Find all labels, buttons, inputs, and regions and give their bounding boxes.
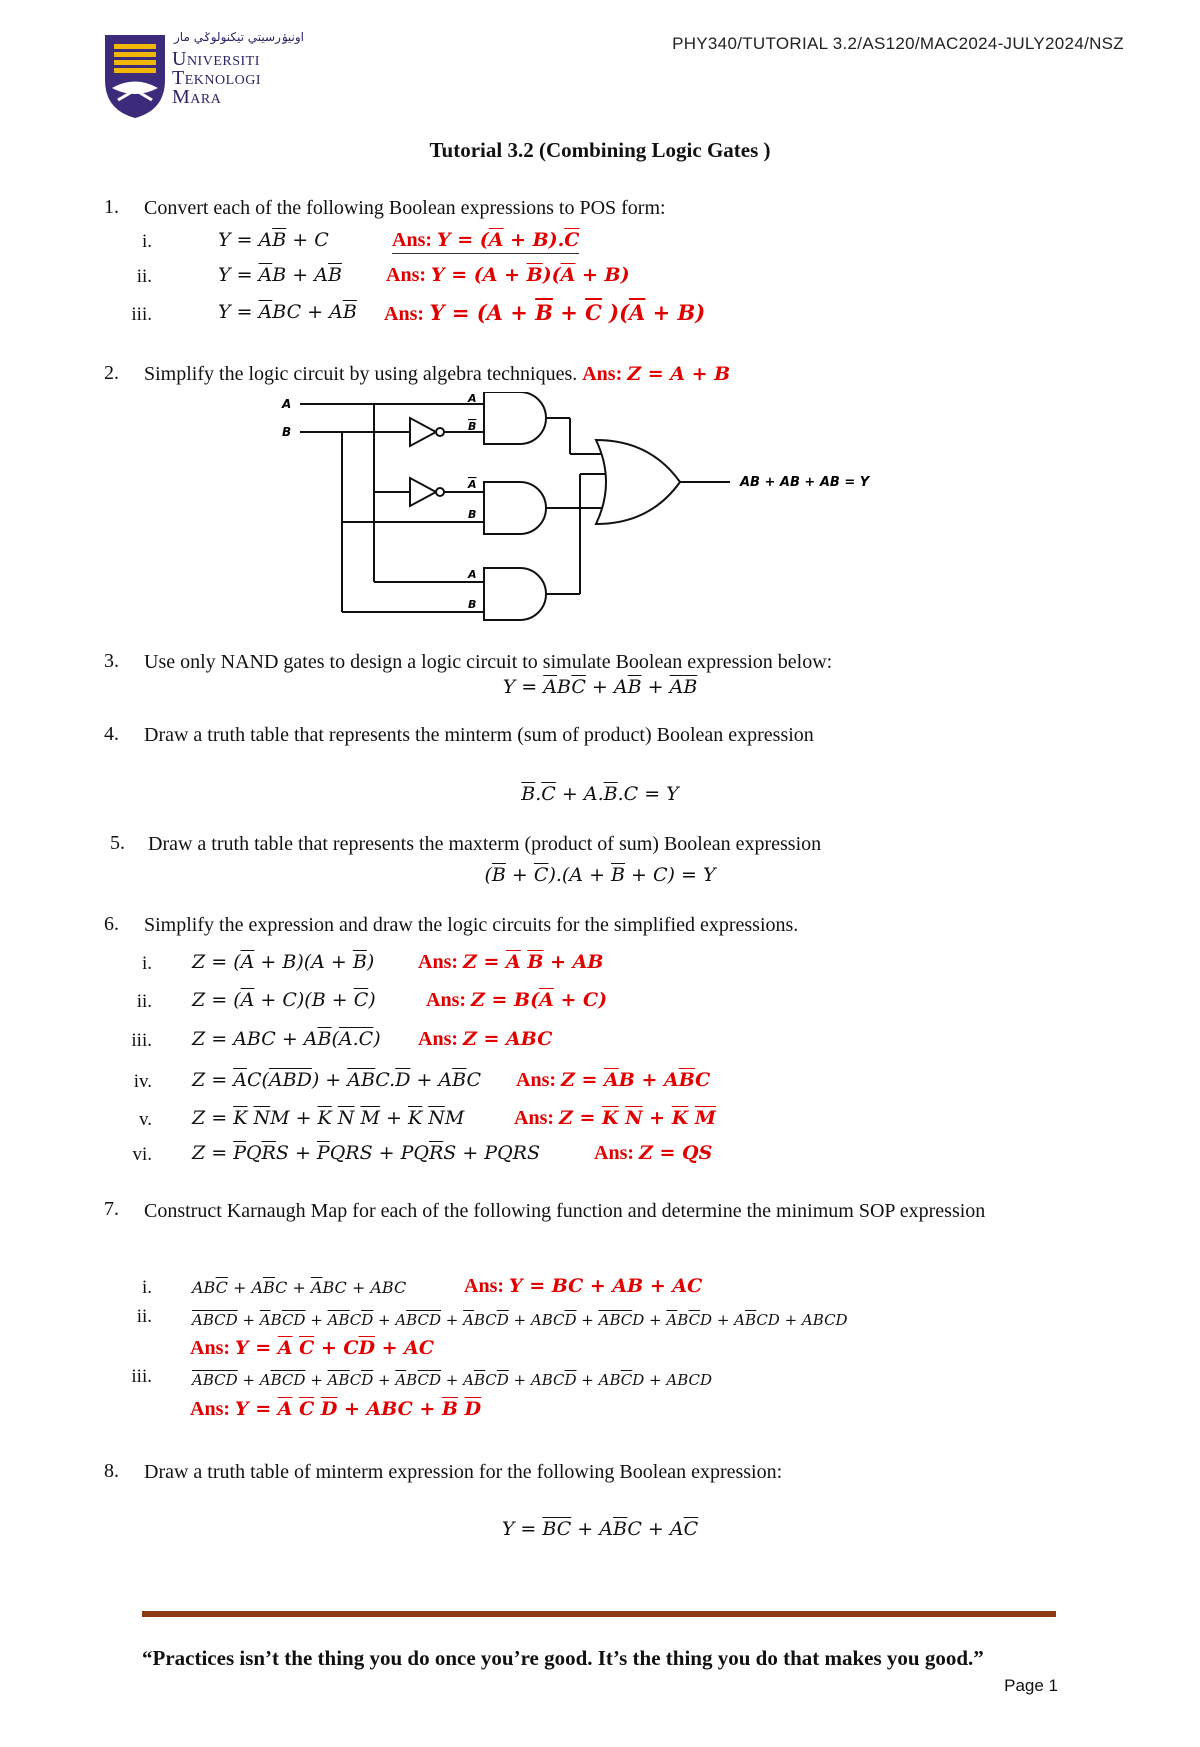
q7-i-answer: Ans: Y = BC + AB + AC — [464, 1275, 703, 1297]
gate2-label-a: A — [468, 478, 477, 491]
circuit-output-label: AB + AB + AB = Y — [740, 475, 870, 490]
q6-ii-answer: Ans: $Z = B(\overline{A} + C)$ — [426, 989, 608, 1011]
gate2-label-b: B — [468, 508, 477, 521]
q7-iii-label: iii. — [131, 1366, 152, 1387]
page-number: Page 1 — [1004, 1676, 1058, 1695]
footer-quote: “Practices isn’t the thing you do once you’re good. It’s the thing you do that makes you good.” — [142, 1646, 984, 1670]
logo-line-2: Teknologi — [172, 67, 262, 89]
q7-iii-answer: Ans: $Y = \overline{A}$ $\overline{C}$ $\overline{D}$ + ABC + $\overline{B}$ $\overline{D}$ — [190, 1398, 482, 1420]
ans-label: Ans: — [418, 951, 459, 973]
q7-ii-expression: $\overline{A}\overline{B}\overline{C}\overline{D} + \overline{A}B\overline{C}\overline{D} + \overline{A}\overline{B}C\overline{D} + A\overline{B}\overline{C}\overline{D} + \overline{A}BC\overline{D} + ABC\overline{D} + \overline{A}\overline{B}\overline{C}D + \overline{A}B\overline{C}D + A\overline{B}CD$ + ABCD — [192, 1311, 848, 1329]
footer-divider — [142, 1611, 1056, 1617]
page-title: Tutorial 3.2 (Combining Logic Gates ) — [429, 138, 771, 162]
q7-iii-expression: $\overline{A}\overline{B}\overline{C}\overline{D} + A\overline{B}\overline{C}\overline{D} + \overline{A}\overline{B}C\overline{D} + \overline{A}B\overline{C}\overline{D} + A\overline{B}C\overline{D} + ABC\overline{D} + AB\overline{C}D$ + ABCD — [192, 1371, 713, 1389]
q1-ii-answer: Ans: $Y = (A + \overline{B})(\overline{A} + B)$ — [386, 264, 630, 286]
ans-label: Ans: — [418, 1028, 459, 1050]
q7-number: 7. — [104, 1198, 119, 1220]
q2-number: 2. — [104, 362, 119, 384]
input-b-label: B — [282, 425, 292, 439]
ans-label: Ans: — [514, 1107, 555, 1129]
input-a-label: A — [282, 397, 292, 411]
q6-iv-answer: Ans: $Z = \overline{A}B + A\overline{B}C$ — [516, 1069, 711, 1091]
q5-number: 5. — [110, 832, 125, 854]
ans-label: Ans: — [464, 1275, 505, 1297]
q6-i-label: i. — [141, 953, 152, 974]
q6-iv-label: iv. — [133, 1071, 152, 1092]
ans-label: Ans: — [190, 1337, 231, 1359]
q1-i-answer: Ans: $Y = (\overline{A} + B).\overline{C}$ — [392, 229, 579, 254]
q1-number: 1. — [104, 196, 119, 218]
q6-v-answer: Ans: $Z = \overline{K}$ $\overline{N} + \overline{K}$ $\overline{M}$ — [514, 1107, 716, 1129]
q6-ii-label: ii. — [136, 991, 152, 1012]
gate1-label-b: B — [468, 420, 477, 433]
q8-expression: $Y = \overline{B}\overline{C} + A\overline{B}C + A\overline{C}$ — [501, 1518, 699, 1540]
ans-label: Ans: — [190, 1398, 231, 1420]
q1-iii-expression: $Y = \overline{A}BC + A\overline{B}$ — [218, 301, 357, 323]
logo-wordmark — [172, 50, 261, 107]
q4-expression: $\overline{B}.\overline{C} + A.\overline{B}.C = Y$ — [521, 783, 679, 805]
q6-i-answer: Ans: $Z = \overline{A}$ $\overline{B}$ + AB — [418, 951, 604, 973]
q1-i-expression: $Y = A\overline{B} + C$ — [218, 229, 329, 251]
q6-text: Simplify the expression and draw the logic circuits for the simplified expressions. — [144, 914, 799, 936]
ans-label: Ans: — [392, 229, 433, 251]
q7-i-expression: $AB\overline{C} + A\overline{B}C + \overline{A}BC$ + ABC — [192, 1278, 407, 1297]
q7-text: Construct Karnaugh Map for each of the following function and determine the minimum SOP expression — [144, 1200, 986, 1222]
q2-text — [144, 362, 730, 386]
q6-v-expression: $Z = \overline{K}$ $\overline{N}M + \overline{K}$ $\overline{N}$ $\overline{M} + \overline{K}$ $\overline{N}M$ — [192, 1107, 465, 1129]
ans-label: Ans: — [582, 363, 623, 385]
q1-ii-label: ii. — [136, 266, 152, 287]
logo-line-1: Universiti — [172, 48, 260, 70]
ans-label: Ans: — [516, 1069, 557, 1091]
q7-i-label: i. — [141, 1277, 152, 1298]
q6-iii-label: iii. — [131, 1030, 152, 1051]
q8-number: 8. — [104, 1460, 119, 1482]
logic-circuit-diagram — [280, 392, 920, 622]
q1-ii-expression: $Y = \overline{A}B + A\overline{B}$ — [218, 264, 342, 286]
q1-i-label: i. — [141, 231, 152, 252]
q6-ii-expression: $Z = (\overline{A} + C)(B + \overline{C})$ — [192, 989, 376, 1011]
logo-line-3: Mara — [172, 86, 222, 108]
ans-label: Ans: — [386, 264, 427, 286]
document-code: PHY340/TUTORIAL 3.2/AS120/MAC2024-JULY2024/NSZ — [672, 34, 1124, 53]
q6-iv-expression: $Z = \overline{A}C(\overline{ABD}) + \overline{A}\overline{B}C.\overline{D} + A\overline{B}C$ — [192, 1069, 482, 1091]
q1-text: Convert each of the following Boolean expressions to POS form: — [144, 197, 666, 219]
ans-label: Ans: — [594, 1142, 635, 1164]
q6-v-label: v. — [138, 1109, 152, 1130]
ans-label: Ans: — [384, 303, 425, 325]
q4-text: Draw a truth table that represents the minterm (sum of product) Boolean expression — [144, 724, 814, 746]
q6-iii-answer: Ans: Z = ABC — [418, 1028, 553, 1050]
q6-i-expression: $Z = (\overline{A} + B)(A + \overline{B})$ — [192, 951, 375, 973]
q1-iii-label: iii. — [131, 304, 152, 325]
gate3-label-a: A — [468, 568, 477, 581]
q3-text: Use only NAND gates to design a logic circuit to simulate Boolean expression below: — [144, 651, 833, 673]
q7-ii-answer: Ans: $Y = \overline{A}$ $\overline{C} + C\overline{D}$ + AC — [190, 1337, 435, 1359]
q1-iii-answer: Ans: $Y = (A + \overline{B} + \overline{C}$ )$(\overline{A} + B)$ — [384, 300, 706, 325]
q6-iii-expression: Z = ABC + $A\overline{B}(A.C)$ — [192, 1028, 381, 1050]
q6-number: 6. — [104, 913, 119, 935]
q7-ii-label: ii. — [136, 1306, 152, 1327]
q2-answer: Ans: Z = A + B — [582, 363, 731, 385]
q6-vi-answer: Ans: Z = QS — [594, 1142, 713, 1164]
q4-number: 4. — [104, 723, 119, 745]
ans-label: Ans: — [426, 989, 467, 1011]
logo-jawi-text: اونيۏرسيتي تيكنولوݢي مار — [174, 30, 305, 44]
q5-text: Draw a truth table that represents the maxterm (product of sum) Boolean expression — [148, 833, 822, 855]
crest-icon — [100, 30, 170, 120]
q6-vi-label: vi. — [132, 1144, 152, 1165]
gate3-label-b: B — [468, 598, 477, 611]
q8-text: Draw a truth table of minterm expression for the following Boolean expression: — [144, 1461, 783, 1483]
q6-vi-expression: $Z = \overline{P}Q\overline{R}S + \overline{P}QRS + PQ\overline{R}S$ + PQRS — [192, 1142, 540, 1164]
q5-expression: $(\overline{B} + \overline{C}).(A + \overline{B} + C) = Y$ — [484, 864, 716, 886]
q3-number: 3. — [104, 650, 119, 672]
gate1-label-a: A — [468, 392, 477, 405]
q3-expression: $Y = \overline{A}B\overline{C} + A\overline{B} + \overline{A}\overline{B}$ — [502, 676, 698, 698]
q2-prompt: Simplify the logic circuit by using algebra techniques. — [144, 363, 578, 385]
